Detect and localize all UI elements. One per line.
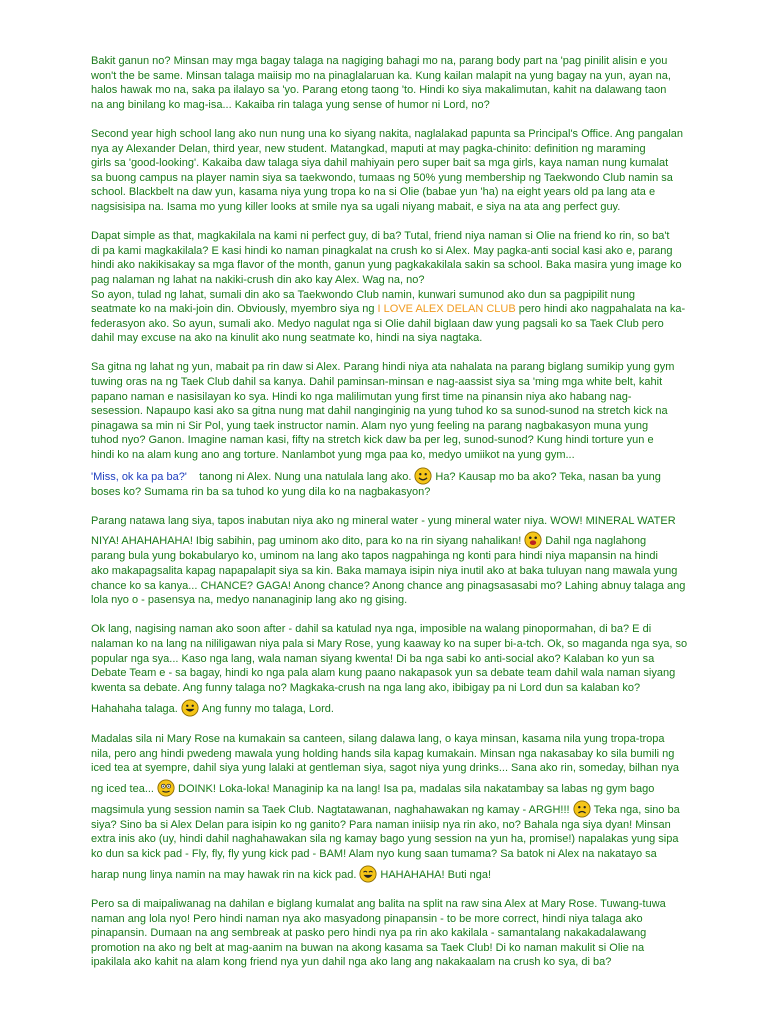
text-fragment: Hahahaha talaga. <box>91 703 178 716</box>
text-line: federasyon ako. So ayun, sumali ako. Medyo nagulat nga si Olie dahil biglaan daw yung pagsali ko sa Taek Club pero <box>91 317 664 330</box>
text-line: boses ko? Sumama rin ba sa tuhod ko yung dila ko na nagbakasyon? <box>91 485 431 498</box>
text-line: nalaman ko na lang na nililigawan niya pala si Mary Rose, yung kaaway ko na super bi-a-tch. Ok, so maganda nga sya, so <box>91 637 688 650</box>
paragraph-8 <box>91 897 708 970</box>
paragraph-1 <box>91 54 708 112</box>
text-line: promotion na ako ng belt at mag-aanim na buwan na akong kasama sa Taek Club! Di ko naman makulit si Olie na <box>91 941 645 954</box>
text-fragment: harap nung linya namin na may hawak rin na kick pad. <box>91 868 357 881</box>
text-line: ako makapagsalita kapag napapalapit siya sa kin. Baka mamaya isipin niya inutil ako at baka tuluyan nang mawala yung <box>91 565 678 577</box>
text-line: na ang binilang ko mag-isa... Kakaiba rin talaga yung sense of humor ni Lord, no? <box>91 98 490 111</box>
text-line: pag nalaman ng lahat na nakiki-crush din ako kay Alex. Wag na, no? <box>91 273 425 286</box>
text-line: hindi ako nakikisakay sa mga flavor of the month, ganun yung pagkakakilala sakin sa school. Baka masira yung image ko <box>91 259 682 272</box>
text-line: Ok lang, nagising naman ako soon after - dahil sa katulad nya nga, imposible na walang pinopormahan, di ba? E di <box>91 623 652 636</box>
paragraph-3 <box>91 229 708 346</box>
laughing-smiley-icon <box>359 865 377 883</box>
text-fragment: magsimula yung session namin sa Taek Club. Nagtatawanan, naghahawakan ng kamay - ARGH!!! <box>91 803 570 816</box>
text-line: pinagawa sa min ni Sir Pol, yung taek instructor namin. Alam nyo yung feeling na parang nagbakasyon muna yung <box>91 419 649 432</box>
text-line: iced tea at syempre, dahil siya yung lalaki at gentleman siya, sagot niya yung drinks... Sana ako rin, someday, bilhan nya <box>91 762 680 775</box>
text-fragment: Ha? Kausap mo ba ako? Teka, nasan ba yung <box>435 470 661 483</box>
paragraph-2 <box>91 127 708 215</box>
text-line: nila, pero ang hindi pwedeng mawala yung holding hands sila kapag kumakain. Minsan nga nakasabay ko sila bumili ng <box>91 747 675 760</box>
text-line: Pero sa di maipaliwanag na dahilan e biglang kumalat ang balita na split na raw sina Alex at Mary Rose. Tuwang-tuwa <box>91 898 666 911</box>
text-line: naman ang lola nyo! Pero hindi naman nya ako masyadong pinapansin - to be more correct, hindi niya talaga ako <box>91 912 643 925</box>
text-line: parang bula yung bokabularyo ko, uminom na lang ako tapos nagpahinga ng konti para hindi niya mapansin na hindi <box>91 550 658 563</box>
text-line <box>91 531 708 549</box>
text-fragment: pero hindi ako nagpahalata na ka- <box>515 303 686 316</box>
text-line: extra inis ako (uy, hindi dahil naghahawakan sila ng kamay bago yung session na yun ha, promise!) napalakas yung sipa <box>91 833 679 846</box>
text-line: Dapat simple as that, magkakilala na kami ni perfect guy, di ba? Tutal, friend niya naman si Olie na friend ko rin, so ba't <box>91 230 670 243</box>
text-line: Debate Team e - sa bagay, hindi ko nga pala alam kung paano nakapasok yun sa debate team dahil wala naman siyang <box>91 667 676 680</box>
text-fragment: HAHAHAHA! Buti nga! <box>380 868 492 881</box>
text-fragment: Ang funny mo talaga, Lord. <box>201 703 334 716</box>
text-line: Parang natawa lang siya, tapos inabutan niya ako ng mineral water - yung mineral water niya. WOW! MINERAL WATER <box>91 514 676 527</box>
paragraph-6 <box>91 622 708 717</box>
text-line <box>91 699 708 717</box>
text-line: Madalas sila ni Mary Rose na kumakain sa canteen, silang dalawa lang, o kaya minsan, kasama nila yung tropa-tropa <box>91 732 665 745</box>
text-line: chance ko sa kanya... CHANCE? GAGA! Anong chance? Anong chance ang pinagsasasabi mo? Lahing abnuy talaga ang <box>91 579 686 592</box>
text-line: nya ay Alexander Delan, third year, new student. Matangkad, maputi at may pagka-chinito: definition ng maraming <box>91 142 646 155</box>
dizzy-smiley-icon <box>157 779 175 797</box>
text-line: nagsisisipa na. Isama mo yung killer looks at smile nya sa ugali niyang mabait, e siya na ata ang perfect guy. <box>91 200 621 213</box>
text-line: Bakit ganun no? Minsan may mga bagay talaga na nagiging bahagi mo na, parang body part na 'pag pinilit alisin e you <box>91 55 668 67</box>
text-line: Second year high school lang ako nun nung una ko siyang nakita, naglalakad papunta sa Principal's Office. Ang pangalan <box>91 127 684 140</box>
text-line: dahil may excuse na ako na kinulit ako nung seatmate ko, hindi na siya nagtaka. <box>91 332 483 345</box>
dialogue-quote: 'Miss, ok ka pa ba?' <box>91 470 187 483</box>
grin-smiley-icon <box>414 467 432 485</box>
text-line <box>91 302 708 317</box>
text-line: girls sa 'good-looking'. Kakaiba daw talaga siya dahil mahiyain pero super bait sa mga girls, kaya naman nung kumalat <box>91 157 669 170</box>
paragraph-4 <box>91 360 708 499</box>
text-line: halos hawak mo na, saka pa ilalayo sa 'yo. Parang etong taong 'to. Hindi ko siya makalimutan, kahit na dalawang taon <box>91 84 667 97</box>
big-grin-smiley-icon <box>181 699 199 717</box>
sad-smiley-icon <box>573 800 591 818</box>
text-fragment: NIYA! AHAHAHAHA! Ibig sabihin, pag uminom ako dito, para ko na rin siyang nahalikan! <box>91 535 522 548</box>
text-line: kwenta sa debate. Ang funny talaga no? Magkaka-crush na nga lang ako, ibibigay pa ni Lord dun sa kalaban ko? <box>91 681 641 694</box>
paragraph-7 <box>91 732 708 883</box>
text-line <box>91 865 708 883</box>
text-line: tuhod nyo? Ganon. Imagine naman kasi, fifty na stretch kick daw ba per leg, sunod-sunod? Kung hindi torture yun e <box>91 434 654 447</box>
text-line: Sa gitna ng lahat ng yun, mabait pa rin daw si Alex. Parang hindi niya ata nahalata na parang biglang sumikip yung gym <box>91 361 675 374</box>
text-fragment: ng iced tea... <box>91 782 154 795</box>
text-line: sesession. Napaupo kasi ako sa gitna nung mat dahil nanginginig na yung tuhod ko sa sunod-sunod na stretch kick na <box>91 405 668 418</box>
text-fragment: Teka nga, sino ba <box>593 803 680 816</box>
text-fragment: Dahil nga naglahong <box>545 535 647 548</box>
paragraph-5 <box>91 514 708 608</box>
text-fragment: tanong ni Alex. Nung una natulala lang ako. <box>199 470 412 483</box>
text-line <box>91 467 708 485</box>
text-line: school. Blackbelt na daw yun, kasama niya yung tropa ko na si Olie (babae yun 'ha) na eight years old pa lang ata e <box>91 186 656 199</box>
text-line: ipakilala ako kahit na alam kong friend nya yun dahil nga ako lang ang nakakaalam na crush ko sya, di ba? <box>91 956 612 969</box>
text-line: So ayon, tulad ng lahat, sumali din ako sa Taekwondo Club namin, kunwari sumunod ako dun sa pagpipilit nung <box>91 288 636 301</box>
text-line: hindi ko na alam kung ano ang torture. Nanlambot yung mga paa ko, medyo umiikot na yung gym... <box>91 449 575 462</box>
text-line: lola nyo o - pasensya na, medyo nananaginip lang ako ng gising. <box>91 594 408 607</box>
text-line: papano naman e nasisilayan ko sya. Hindi ko nga malilimutan yung first time na pinansin niya ako habang nag- <box>91 390 632 403</box>
text-fragment: seatmate ko na maki-join din. Obviously, myembro siya ng <box>91 303 378 316</box>
text-line: siya? Sino ba si Alex Delan para isipin ko ng ganito? Para naman iniisip nya rin ako, no? Bahala nga siya dyan! Minsan <box>91 818 671 831</box>
text-line: won't the be same. Minsan talaga maiisip mo na pinaglalaruan ka. Kung kailan malapit na yung bagay na yun, ayan na, <box>91 69 671 82</box>
text-line: popular nga sya... Kaso nga lang, wala naman siyang kwenta! Di ba nga sabi ko anti-social ako? Kalaban ko yun sa <box>91 652 655 665</box>
text-line: tuwing oras na ng Taek Club dahil sa kanya. Dahil paminsan-minsan e nag-aassist siya sa 'ming mga white belt, kahit <box>91 376 663 389</box>
text-line: di pa kami magkakilala? E kasi hindi ko naman pinagkalat na crush ko si Alex. May pagka-anti social kasi ako e, parang <box>91 244 673 257</box>
text-fragment: DOINK! Loka-loka! Managinip ka na lang! Isa pa, madalas sila nakatambay sa labas ng gym bago <box>178 782 655 795</box>
text-line: sa buong campus na player namin siya sa taekwondo, tumaas ng 50% yung membership ng Taekwondo Club namin sa <box>91 171 673 184</box>
tongue-smiley-icon <box>524 531 542 549</box>
text-line: pinapansin. Dumaan na ang sembreak at pasko pero hindi nya pa rin ako kakilala - samantalang nakakadalawang <box>91 927 647 940</box>
text-line <box>91 779 708 797</box>
text-line <box>91 800 708 818</box>
club-name-highlight: I LOVE ALEX DELAN CLUB <box>377 303 516 316</box>
text-line: ko dun sa kick pad - Fly, fly, fly yung kick pad - BAM! Alam nyo kung saan tumama? Sa batok ni Alex na nakatayo sa <box>91 847 657 860</box>
